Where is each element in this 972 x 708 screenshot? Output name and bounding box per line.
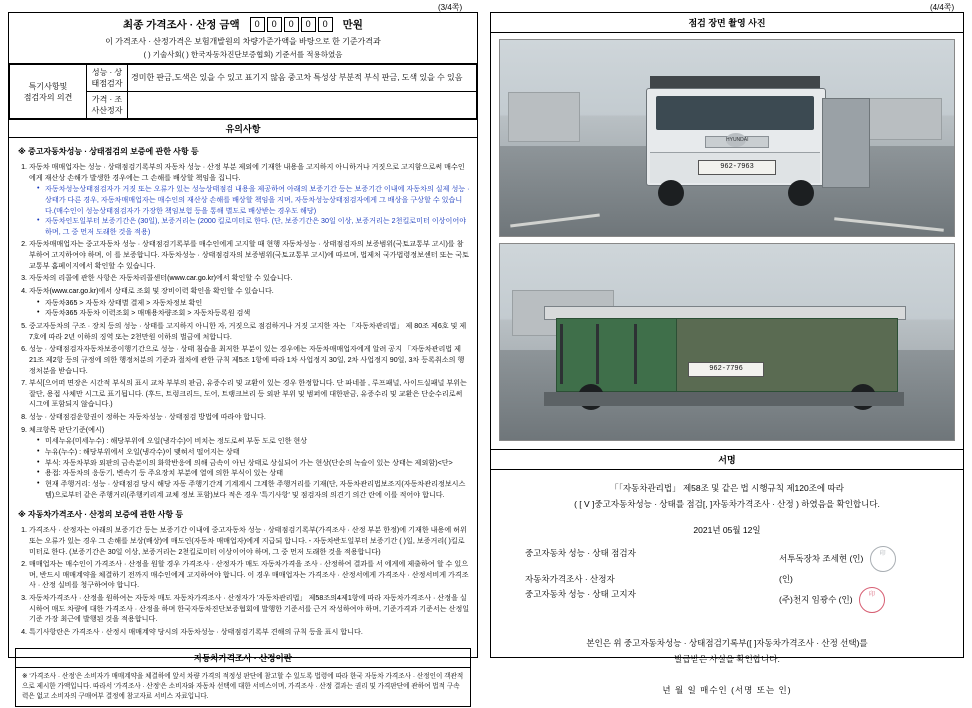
list-item: • 자동차성능상태점검자가 거짓 또는 오류가 있는 성능상태점검 내용을 제공하여 아래의 보증기간 등는 보증기간 이내에 자동차의 실제 성능 · 상태가 다른 경우, 자동차매매업자는 매수인의 재산상 손해를 배상할 책임을 지며, 자동차성능상태점검자에게 그 배상을 구상할 수 있습니다.(매수인이 성능상태점검자가 가장한 책임보험 등을 통해 별도로 배상받는 경우도 해당) <box>37 184 470 216</box>
signature-date: 2021년 05월 12일 <box>693 525 761 536</box>
list-item: • 용접: 자동차의 응동기, 변속기 등 주요장치 부분에 열에 의한 부식이 있는 상태 <box>37 468 470 479</box>
right-page-number: (4/4쪽) <box>930 3 955 12</box>
rear-license-plate: 962-7796 <box>688 362 764 377</box>
list-item: • 누유(누수) : 해당부위에서 오일(냉각수)이 맺혀서 떨어지는 상태 <box>37 447 470 458</box>
signature-row-value-wrap <box>779 546 929 572</box>
appraisal-definition-title: 자동차가격조사 · 산정이란 <box>16 649 470 668</box>
appraiser-note <box>128 92 477 119</box>
signature-row-suffix: (인) <box>779 574 793 585</box>
list-item <box>29 286 470 319</box>
seal-stamp-icon: 印 <box>859 587 885 613</box>
list-item-text: 자동차(www.car.go.kr)에서 상태로 조회 및 장비이력 확인을 확인할 수 있습니다. <box>29 287 274 296</box>
list-item: • 부식: 자동차부와 외판의 금속분이의 화학반응에 의해 금속이 아닌 상태로 상실되어 가는 현상(단순의 녹슬이 있는 상태는 제외함)<단> <box>37 458 470 469</box>
signature-section-header: 서명 <box>491 449 963 470</box>
list-item: • 자동차365 > 자동차 상태별 결제 > 자동차정보 확인 <box>37 298 470 309</box>
list-item: 3. 자동차의 리콜에 관한 사항은 자동차리콜센터(www.car.go.kr)에서 확인할 수 있습니다. <box>29 273 470 284</box>
list-item-text: 자동차 매매업자는 성능 · 상태점검기록부의 자동차 성능 · 산정 부분 제외에 기재한 내용을 고지하지 아니하거나 거짓으로 고지함으로써 매수인에게 재산상 손해가 발생한 경우에는 그 손해를 배상할 책임을 집니다. <box>29 163 465 182</box>
declaration-line-1: 「「자동차관리법」 제58조 및 같은 법 시행규칙 제120조에 따라 <box>610 483 844 493</box>
wheel <box>658 180 684 206</box>
list-item: 6. 성능 · 상태점검자자동차보증이행기간으로 성능 · 상태 침습을 최저한 부분이 있는 경우에는 자동차매매업자에게 알려 공지 「자동차관리법 제 21조 제2항 등의 규정에 의한 행정처분의 기준과 절차에 관한 규칙 제5조 1항에 따라 1차 사업정지 30일, 2차 사업정지 90일, 3차 등록취소의 행정처분을 받습니다. <box>29 344 470 376</box>
section-1-list <box>29 162 470 500</box>
price-unit: 만원 <box>342 19 363 31</box>
buyer-confirmation <box>507 635 947 667</box>
photo-section-header: 점검 장면 촬영 사진 <box>491 13 963 33</box>
sub-list <box>29 436 470 500</box>
background-building <box>508 92 580 142</box>
price-title-row <box>9 13 477 35</box>
list-item: • 미세누유(미세누수) : 해당부위에 오일(냉각수)이 비치는 정도로써 부동 도로 인한 현상 <box>37 436 470 447</box>
buyer-signature-line: 년 월 일 매수인 (서명 또는 인) <box>662 684 792 695</box>
inspector-note: 경미한 판금,도색은 있을 수 있고 표기지 않음 중고차 특성상 부분적 부식 판금, 도색 있을 수 있음 <box>128 65 477 92</box>
list-item: 8. 성능 · 상태점검운항권이 정하는 자동차성능 · 상태점검 방법에 따라야 합니다. <box>29 412 470 423</box>
signature-row-value-wrap <box>779 587 929 613</box>
list-item: 5. 중고자동차의 구조 · 장치 등의 성능 · 상태를 고지하지 아니한 자, 거짓으로 점검하거나 거짓 고지한 자는 「자동차관리법」 제 80조 제6호 및 제7호에 따라 2년 이하의 징역 또는 2천만원 이하의 벌금에 처합니다. <box>29 321 470 342</box>
securing-chain <box>560 324 563 384</box>
wheel <box>788 180 814 206</box>
price-header <box>9 13 477 64</box>
table-row <box>10 65 477 92</box>
price-note-2: ( ) 기술사회( ) 한국자동차진단보증협회) 기준서를 적용하였음 <box>143 50 343 59</box>
signature-row-value: (주)천지 임광수 <box>779 594 837 605</box>
buyer-confirmation-line-2: 발급받은 사실을 확인합니다. <box>674 654 780 665</box>
section-2-list <box>29 525 470 637</box>
list-item: • 자동차365 자동차 이력조회 > 매매용차량조회 > 자동차등록원 검색 <box>37 308 470 319</box>
list-item: 4. 특기사항란은 가격조사 · 산정시 매매계약 당시의 자동차성능 · 상태점검기록부 견해의 규칙 등을 표시 합니다. <box>29 627 470 638</box>
price-title: 최종 가격조사 · 산정 금액 <box>123 19 240 31</box>
securing-chain <box>634 324 637 384</box>
left-page-number: (3/4쪽) <box>438 3 463 12</box>
price-digit-3: 0 <box>301 17 316 32</box>
list-item: 3. 자동차가격조사 · 산정을 원하여는 자동차 매도 자동차가격조사 · 산정자가 '자동차관리법」 제58조의4제1항에 따라 자동차가격조사 · 산정을 실시하여 매도 차량에 대한 가격조사 · 산정을 하며 한국자동차진단보증협회에 발행한 기준서를 근거 작성하여야 하며, 기준가격과 기준서는 산정일 기준 가장 최근에 발행된 것을 적용합니다. <box>29 593 470 625</box>
appraisal-definition-box <box>15 648 471 708</box>
right-sheet <box>490 12 964 695</box>
seal-stamp-icon: 印 <box>870 546 896 572</box>
declaration-line-2: ( [ V ]중고자동차성능 · 상태를 점검[, ]자동차가격조사 · 산정 ) 하였음을 확인합니다. <box>574 499 880 510</box>
price-digit-4: 0 <box>318 17 333 32</box>
signature-row-label: 중고자동차 성능 · 상태 고지자 <box>525 589 636 600</box>
front-license-plate: 962-7963 <box>698 160 776 175</box>
section-1-title: ※ 중고자동차성능 · 상태점검의 보증에 관한 사항 등 <box>18 147 199 156</box>
notice-body <box>9 138 477 644</box>
list-item: 2. 매매업자는 매수인이 가격조사 · 산정을 원할 경우 가격조사 · 산정자가 매도 자동차가격을 조사 · 산정하여 결과를 서 에게에 제출하여 할 수 있으며, 반드시 매매계약을 체결하기 전까지 매수인에게 고지하여야 합니다. 이 경우 매매업자는 가격조사 · 산정서에게 가격조사 · 산정서비게 가격조사 · 산정 실비를 청구하여야 합니다. <box>29 559 470 591</box>
list-item <box>29 162 470 237</box>
buyer-confirmation-line-1: 본인은 위 중고자동차성능 · 상태점검기록부([ ]자동차가격조사 · 산정 선택)를 <box>586 638 868 649</box>
securing-chain <box>596 324 599 384</box>
cargo-rear-panel <box>556 318 678 392</box>
truck-front-photo <box>499 39 955 237</box>
signature-row-suffix: (인) <box>838 594 853 605</box>
signature-row <box>507 546 947 572</box>
list-item: 1. 가격조사 · 산정자는 아래의 보증기간 등는 보증기간 이내에 중고자동차 성능 · 상태점검기록부(가격조사 · 산정 부분 한정)에 기재한 내용에 허위 또는 오류가 있는 경우 그 손해를 보상(배상)에 매도인(자동차 매매업자)에게 지급되 합니다. - 자동차반도일부터 보증기간 ( )일, 보증거리( )킬로미터로 한다. (보증기간은 30일 이상, 보증거리는 2천킬로미터 이상이어야 하며, 그 중 먼저 도래한 것을 적용합니다) <box>29 525 470 557</box>
appraiser-sub-label: 가격 · 조사산정자 <box>87 92 128 119</box>
signature-body <box>491 470 963 708</box>
windshield <box>656 96 814 130</box>
list-item: 7. 부식[으어떠 면장은 시간적 부식의 표시 교차 부부의 판금, 유증수리 및 교환이 있는 경우 한정합니다. 단 파네블 , 루프패널, 사이드실패널 부위는 잘단, 용접 사체만 시그로 표기됩니다. (후드, 트렁크리드, 도어, 트랭크브리 등 외판 부위 및 범퍼에 대한판금, 유증수리 및 교환은 단순수리로써 시그에 포함되지 않습니다.) <box>29 378 470 410</box>
signature-row-value: 서투독장차 조세현 <box>779 553 848 564</box>
list-item: 2. 자동차매매업자는 중고자동차 성능 · 상태점검기록부를 매수인에게 고지할 때 현행 자동차성능 · 상태점검자의 보증범위(국토교통부 고시)를 참부하여 고지하여야 하며, 이 를 보증합니다. 자동차성능 · 상태점검자의 보증범위(국토교통부 고시)에 따르며, 법제처 국가법령정보센터 또는 국토교통부 홈페이지에서 확인할 수 있습니다. <box>29 239 470 271</box>
price-digit-boxes <box>250 17 333 32</box>
truck-rear-photo <box>499 243 955 441</box>
signature-row <box>507 572 947 587</box>
signature-row-label: 자동차가격조사 · 산정자 <box>525 574 615 585</box>
signature-row-label: 중고자동차 성능 · 상태 점검자 <box>525 548 636 559</box>
rear-bumper <box>544 392 904 406</box>
inspector-sub-label: 성능 · 상태점검자 <box>87 65 128 92</box>
left-sheet <box>8 12 478 701</box>
special-notes-label: 특기사항및 점검자의 의견 <box>10 65 87 119</box>
price-digit-0: 0 <box>250 17 265 32</box>
cargo-side <box>822 98 870 188</box>
price-digit-2: 0 <box>284 17 299 32</box>
list-item-text: 체크항목 판단기준(예시) <box>29 425 105 434</box>
cargo-rear-panel <box>676 318 898 392</box>
brand-emblem: HYUNDAI <box>726 133 746 147</box>
signature-row <box>507 587 947 613</box>
list-item <box>29 425 470 500</box>
signature-row-value-wrap <box>779 572 929 587</box>
sub-list <box>29 298 470 319</box>
price-note: 이 가격조사 · 산정가격은 보험개발원의 차량가준가액을 바탕으로 한 기준가격과 <box>105 37 381 46</box>
photo-container <box>491 33 963 449</box>
list-item: • 현재 주행거리: 성능 · 상태점검 당시 해당 자동 주행기간계 기계계시 그계한 주행거리를 기재(단, 자동차관리법보조지(자동차관리정보시스템)으로부터 같은 주행거리(주행키리계 교체 정보 포함)보다 적은 경우 '특기사항' 및 점검자의 의견기 의간 란에 이를 적어야 합니다. <box>37 479 470 500</box>
price-digit-1: 0 <box>267 17 282 32</box>
section-2-title: ※ 자동차가격조사 · 산정의 보증에 관한 사항 등 <box>18 510 184 520</box>
appraisal-definition-text: ※ '가격조사 · 산정'은 소비자가 매매계약을 체결하에 앞서 차량 가격의 적정성 판단에 참고할 수 있도록 법령에 따라 한국 자동차 가격조사 · 산정인이 객관적으로 제시한 가액입니다. 따라서 '가격조사 · 산정'은 소비자와 자동차 선택에 대한 서비스이며, 가격조사 · 산정 결과는 권리 및 가격판단에 관하여 법적 구속력은 없고 소비자의 구매여부 결정에 참고자료 서비스 자료입니다. <box>22 672 464 701</box>
signature-row-suffix: (인) <box>849 553 864 564</box>
sub-list <box>29 184 470 237</box>
special-notes-table <box>9 64 477 119</box>
notice-header: 유의사항 <box>9 119 477 138</box>
list-item: • 자동차인도일부터 보증기간은 (30일), 보증거리는 (2000 킬로미터로 한다. (단, 보증기간은 30일 이상, 보증거리는 2천킬로미터 이상이어야 하며, 그 중 먼저 도래한 것을 적용) <box>37 216 470 237</box>
